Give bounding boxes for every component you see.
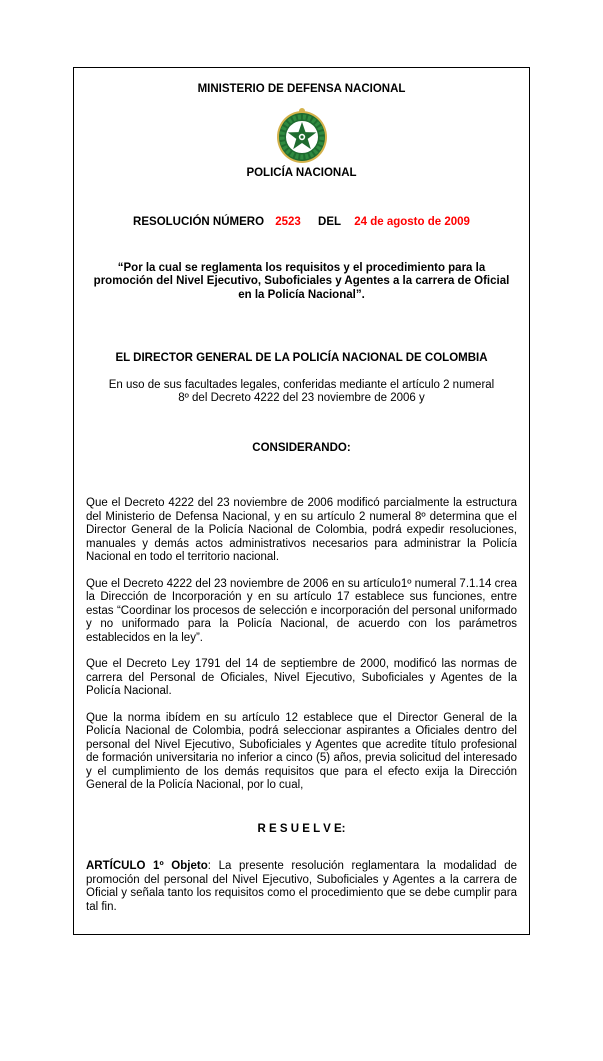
considerando-paragraphs bbox=[86, 497, 517, 793]
article-1-paragraph bbox=[86, 860, 517, 914]
resolution-subject: “Por la cual se reglamenta los requisitos y el procedimiento para la promoción del Nivel Ejecutivo, Suboficiales y Agentes a la carrera de Oficial en la Policía Nacional”. bbox=[93, 261, 510, 301]
considerando-paragraph-4: Que la norma ibídem en su artículo 12 establece que el Director General de la Policía Nacional de Colombia, podrá seleccionar aspirantes a Oficiales dentro del personal del Nivel Ejecutivo, Suboficiales y Agentes que acredite título profesional de formación universitaria no inferior a cinco (5) años, previa solicitud del interesado y el cumplimiento de los demás requisitos que para el efecto exija la Dirección General de la Policía Nacional, por lo cual, bbox=[86, 711, 517, 791]
resolution-date: 24 de agosto de 2009 bbox=[354, 216, 470, 228]
faculties-paragraph: En uso de sus facultades legales, conferidas mediante el artículo 2 numeral 8º del Decreto 4222 del 23 noviembre de 2006 y bbox=[108, 378, 495, 404]
resuelve-heading: R E S U E L V E: bbox=[257, 822, 346, 835]
document-page bbox=[73, 67, 530, 935]
resolution-number-label: RESOLUCIÓN NÚMERO bbox=[133, 216, 265, 228]
resolution-number: 2523 bbox=[275, 216, 301, 228]
policia-nacional-emblem-icon bbox=[275, 107, 329, 165]
resolution-del-label: DEL bbox=[318, 216, 342, 228]
institution-title: POLICÍA NACIONAL bbox=[246, 166, 357, 179]
resolution-line bbox=[86, 216, 517, 230]
article-1-label: ARTÍCULO 1º Objeto bbox=[86, 860, 208, 872]
considerando-paragraph-2: Que el Decreto 4222 del 23 noviembre de 2006 en su artículo1º numeral 7.1.14 crea la Dirección de Incorporación y en su artículo 17 establece sus funciones, entre estas “Coordinar los procesos de selección e incorporación del personal uniformado y no uniformado para la Policía Nacional, de acuerdo con los parámetros establecidos en la ley”. bbox=[86, 577, 517, 644]
considerando-paragraph-3: Que el Decreto Ley 1791 del 14 de septiembre de 2000, modificó las normas de carrera del Personal de Oficiales, Nivel Ejecutivo, Suboficiales y Agentes de la Policía Nacional. bbox=[86, 658, 517, 697]
considerando-heading: CONSIDERANDO: bbox=[252, 441, 351, 454]
considerando-paragraph-1: Que el Decreto 4222 del 23 noviembre de 2006 modificó parcialmente la estructura del Ministerio de Defensa Nacional, y en su artículo 2 numeral 8º determina que el Director General de la Policía Nacional de Colombia, podrá expedir resoluciones, manuales y demás actos administrativos necesarios para administrar la Policía Nacional en todo el territorio nacional. bbox=[86, 497, 517, 563]
director-heading: EL DIRECTOR GENERAL DE LA POLICÍA NACIONAL DE COLOMBIA bbox=[115, 352, 488, 364]
article-1-text: : La presente resolución reglamentara la modalidad de promoción del personal del Nivel Ejecutivo, Suboficiales y Agentes a la carrera de Oficial y señala tanto los requisitos como el procedimiento que se debe cumplir para tal fin. bbox=[86, 860, 518, 913]
ministry-title: MINISTERIO DE DEFENSA NACIONAL bbox=[197, 83, 406, 95]
